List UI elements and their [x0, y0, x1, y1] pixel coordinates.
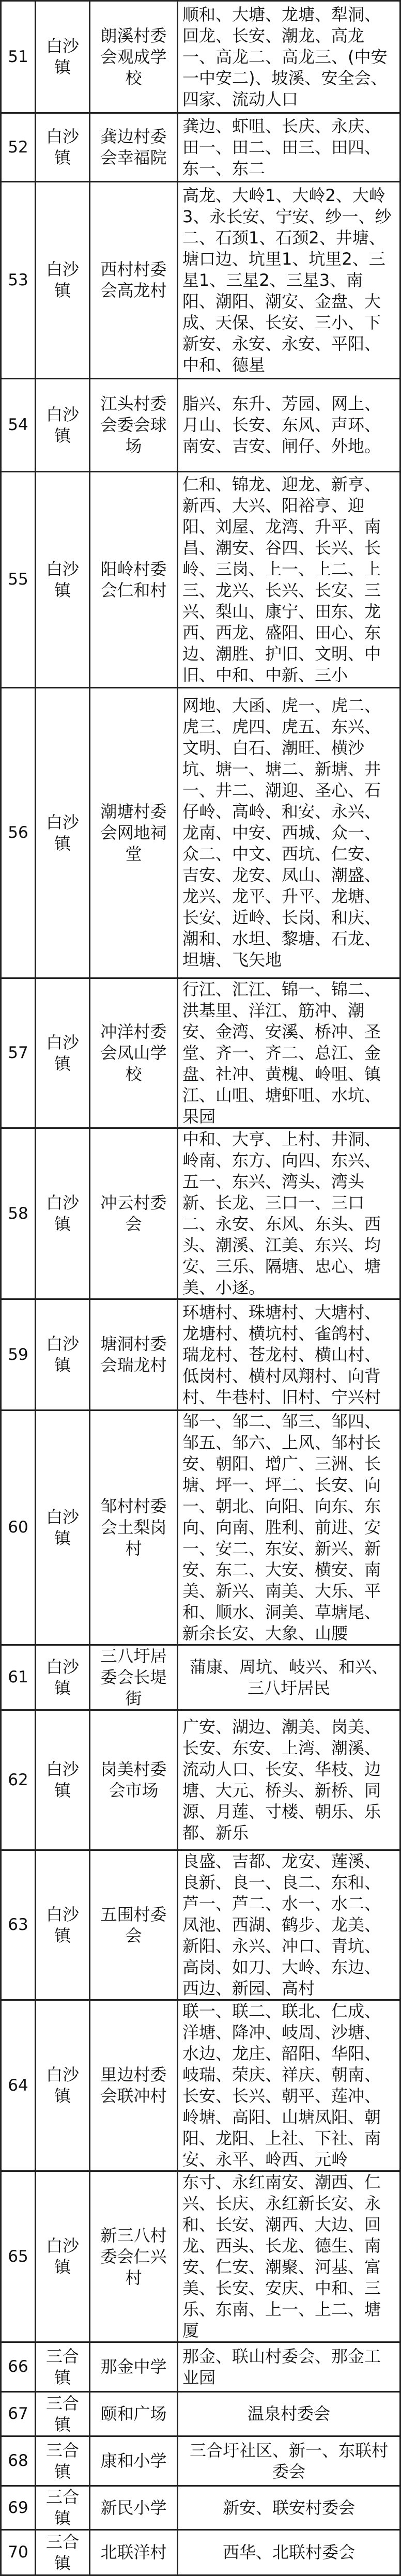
table-row — [1, 1410, 400, 1645]
site-cell: 冲洋村委会凤山学校 — [90, 978, 178, 1128]
area-cell: 三合圩社区、新一、东联村委会 — [178, 2436, 400, 2486]
table-row — [1, 2486, 400, 2530]
town-cell: 白沙镇 — [36, 379, 90, 472]
area-cell: 环塘村、珠塘村、大塘村、龙塘村、横坑村、雀鸽村、瑞龙村、苍龙村、横山村、低岗村、横村凤翔村、向背村、牛巷村、旧村、宁兴村 — [178, 1299, 400, 1410]
table-row — [1, 2530, 400, 2575]
row-number: 66 — [1, 2342, 36, 2392]
area-cell: 温泉村委会 — [178, 2392, 400, 2436]
row-number: 52 — [1, 113, 36, 182]
row-number: 62 — [1, 1710, 36, 1850]
table-row — [1, 113, 400, 182]
site-cell: 颐和广场 — [90, 2392, 178, 2436]
site-cell: 北联洋村 — [90, 2530, 178, 2575]
table-row — [1, 379, 400, 472]
table-row — [1, 182, 400, 379]
town-cell: 白沙镇 — [36, 113, 90, 182]
town-cell: 白沙镇 — [36, 2000, 90, 2171]
area-cell: 顺和、大塘、龙塘、犁洞、回龙、长安、潮龙、高龙一、高龙二、高龙三、(中安一中安二)、坡溪、安全会、四家、流动人口 — [178, 1, 400, 113]
area-cell: 中和、大亨、上村、井洞、岭南、东方、向四、东兴、五一、东兴、湾头、湾头新、长龙、三口一、三口二、永安、东风、东头、西头、潮溪、江美、东兴、均安、三乐、隔塘、忠心、塘美、小逐。 — [178, 1128, 400, 1299]
area-cell: 新安、联安村委会 — [178, 2486, 400, 2530]
site-cell: 新三八村委会仁兴村 — [90, 2171, 178, 2342]
town-cell: 白沙镇 — [36, 1128, 90, 1299]
site-cell: 五围村委会 — [90, 1850, 178, 2000]
site-cell: 里边村委会联冲村 — [90, 2000, 178, 2171]
site-cell: 阳岭村委会仁和村 — [90, 472, 178, 688]
row-number: 56 — [1, 688, 36, 978]
town-cell: 三合镇 — [36, 2530, 90, 2575]
area-cell: 西华、北联村委会 — [178, 2530, 400, 2575]
town-cell: 白沙镇 — [36, 1410, 90, 1645]
row-number: 55 — [1, 472, 36, 688]
town-cell: 三合镇 — [36, 2486, 90, 2530]
row-number: 64 — [1, 2000, 36, 2171]
site-cell: 三八圩居委会长堤街 — [90, 1645, 178, 1710]
row-number: 69 — [1, 2486, 36, 2530]
site-cell: 潮塘村委会网地祠堂 — [90, 688, 178, 978]
town-cell: 白沙镇 — [36, 1710, 90, 1850]
town-cell: 三合镇 — [36, 2392, 90, 2436]
table-row — [1, 2171, 400, 2342]
row-number: 63 — [1, 1850, 36, 2000]
row-number: 68 — [1, 2436, 36, 2486]
area-cell: 良盛、吉都、龙安、莲溪、良新、良一、良二、东和、芦一、芦二、水一、水二、凤池、西湖、鹤步、龙美、新阳、永兴、冲口、青坑、高岗、如刀、大岭、东边、西边、新园、高村 — [178, 1850, 400, 2000]
site-cell: 邹村村委会土梨岗村 — [90, 1410, 178, 1645]
row-number: 61 — [1, 1645, 36, 1710]
site-cell: 塘洞村委会瑞龙村 — [90, 1299, 178, 1410]
area-cell: 那金、联山村委会、那金工业园 — [178, 2342, 400, 2392]
area-cell: 行江、汇江、锦一、锦二、洪基里、洋江、筋冲、潮安、金湾、安溪、桥冲、圣堂、齐一、齐二、总江、金盘、社冲、黄槐、岭咀、镇江、山咀、塘虾咀、水坑、果园 — [178, 978, 400, 1128]
table-row — [1, 2000, 400, 2171]
town-cell: 白沙镇 — [36, 472, 90, 688]
table-row — [1, 1710, 400, 1850]
area-cell: 龚边、虾咀、长庆、永庆、田一、田二、田三、田四、东一、东二 — [178, 113, 400, 182]
table-row — [1, 1, 400, 113]
town-cell: 白沙镇 — [36, 182, 90, 379]
table-row — [1, 688, 400, 978]
site-cell: 龚边村委会幸福院 — [90, 113, 178, 182]
site-cell: 岗美村委会市场 — [90, 1710, 178, 1850]
table-row — [1, 1645, 400, 1710]
table-row — [1, 978, 400, 1128]
area-cell: 仁和、锦龙、迎龙、新亨、新西、大兴、阳裕亨、迎阳、刘屋、龙湾、升平、南昌、潮安、谷四、长兴、长岭、三岗、上一、上二、上三、龙兴、长兴、长安、三兴、梨山、康宁、田东、龙西、西龙、盛阳、田心、东边、潮胜、护旧、文明、中旧、中和、中新、三小 — [178, 472, 400, 688]
table-row — [1, 1128, 400, 1299]
area-cell: 脂兴、东升、芳园、网上、月山、长安、东风、声环、南安、吉安、闸仔、外地。 — [178, 379, 400, 472]
table-row — [1, 1850, 400, 2000]
table-row — [1, 2436, 400, 2486]
area-cell: 高龙、大岭1、大岭2、大岭3、永长安、宁安、纱一、纱二、石颈1、石颈2、井塘、塘口边、坑里1、坑里2、三星1、三星2、三星3、南阳、潮阳、潮安、金盘、大成、天保、长安、三小、下新安、永安、永安、平阳、中和、德星 — [178, 182, 400, 379]
table-row — [1, 2342, 400, 2392]
site-cell: 朗溪村委会观成学校 — [90, 1, 178, 113]
town-cell: 白沙镇 — [36, 688, 90, 978]
town-cell: 三合镇 — [36, 2342, 90, 2392]
site-cell: 冲云村委会 — [90, 1128, 178, 1299]
site-cell: 西村村委会高龙村 — [90, 182, 178, 379]
site-cell: 康和小学 — [90, 2436, 178, 2486]
town-cell: 白沙镇 — [36, 978, 90, 1128]
town-cell: 白沙镇 — [36, 1, 90, 113]
row-number: 67 — [1, 2392, 36, 2436]
row-number: 60 — [1, 1410, 36, 1645]
row-number: 53 — [1, 182, 36, 379]
row-number: 58 — [1, 1128, 36, 1299]
area-cell: 东寸、永红南安、潮西、仁兴、长庆、永红新长安、永和、长安、潮西、大边、回龙、西头、长龙、德生、南安、仁安、潮聚、河基、富美、长安、安庆、中和、三乐、东南、上一、上二、塘厦 — [178, 2171, 400, 2342]
area-cell: 广安、湖边、潮美、岗美、长安、东安、上湾、潮溪、流动人口、长安、华枝、边塘、大元、桥头、新桥、同源、月莲、寸楼、朝乐、乐都、新乐 — [178, 1710, 400, 1850]
town-cell: 三合镇 — [36, 2436, 90, 2486]
table-row — [1, 2392, 400, 2436]
area-cell: 蒲康、周坑、岐兴、和兴、三八圩居民 — [178, 1645, 400, 1710]
site-cell: 那金中学 — [90, 2342, 178, 2392]
table-row — [1, 472, 400, 688]
row-number: 51 — [1, 1, 36, 113]
row-number: 57 — [1, 978, 36, 1128]
site-cell: 江头村委会委会球场 — [90, 379, 178, 472]
area-cell: 联一、联二、联北、仁成、洋塘、降冲、岐周、沙塘、水边、龙庄、韶阳、华阳、岐瑞、荣庆、祥庆、朝南、长安、长兴、朝平、莲冲、岭塘、高阳、山塘凤阳、朝阳、龙阳、上社、下社、南安、永平、岭西、元岭 — [178, 2000, 400, 2171]
town-cell: 白沙镇 — [36, 1299, 90, 1410]
town-cell: 白沙镇 — [36, 1850, 90, 2000]
row-number: 65 — [1, 2171, 36, 2342]
town-cell: 白沙镇 — [36, 1645, 90, 1710]
area-cell: 网地、大函、虎一、虎二、虎三、虎四、虎五、东兴、文明、白石、潮旺、横沙坑、塘一、塘二、新塘、井一、井二、潮迎、圣心、石仔岭、高岭、和安、永兴、龙南、中安、西城、众一、众二、中文、西坑、仁安、吉安、龙安、凤山、潮盛、龙兴、龙平、升平、龙塘、长安、近岭、长岗、和庆、潮和、水坦、黎塘、石龙、坦塘、飞矢地 — [178, 688, 400, 978]
row-number: 59 — [1, 1299, 36, 1410]
row-number: 70 — [1, 2530, 36, 2575]
area-cell: 邹一、邹二、邹三、邹四、邹五、邹六、上风、邹村长安、朝阳、增广、三洲、长塘、坪一、坪二、长安、向一、朝北、向阳、向东、东向、向南、胜利、前进、安一、安二、东安、新兴、新安、东二、大安、横安、南美、新兴、南美、大乐、平和、顺水、洞美、草塘尾、新余长安、大象、山腰 — [178, 1410, 400, 1645]
site-cell: 新民小学 — [90, 2486, 178, 2530]
table-row — [1, 1299, 400, 1410]
row-number: 54 — [1, 379, 36, 472]
town-cell: 白沙镇 — [36, 2171, 90, 2342]
